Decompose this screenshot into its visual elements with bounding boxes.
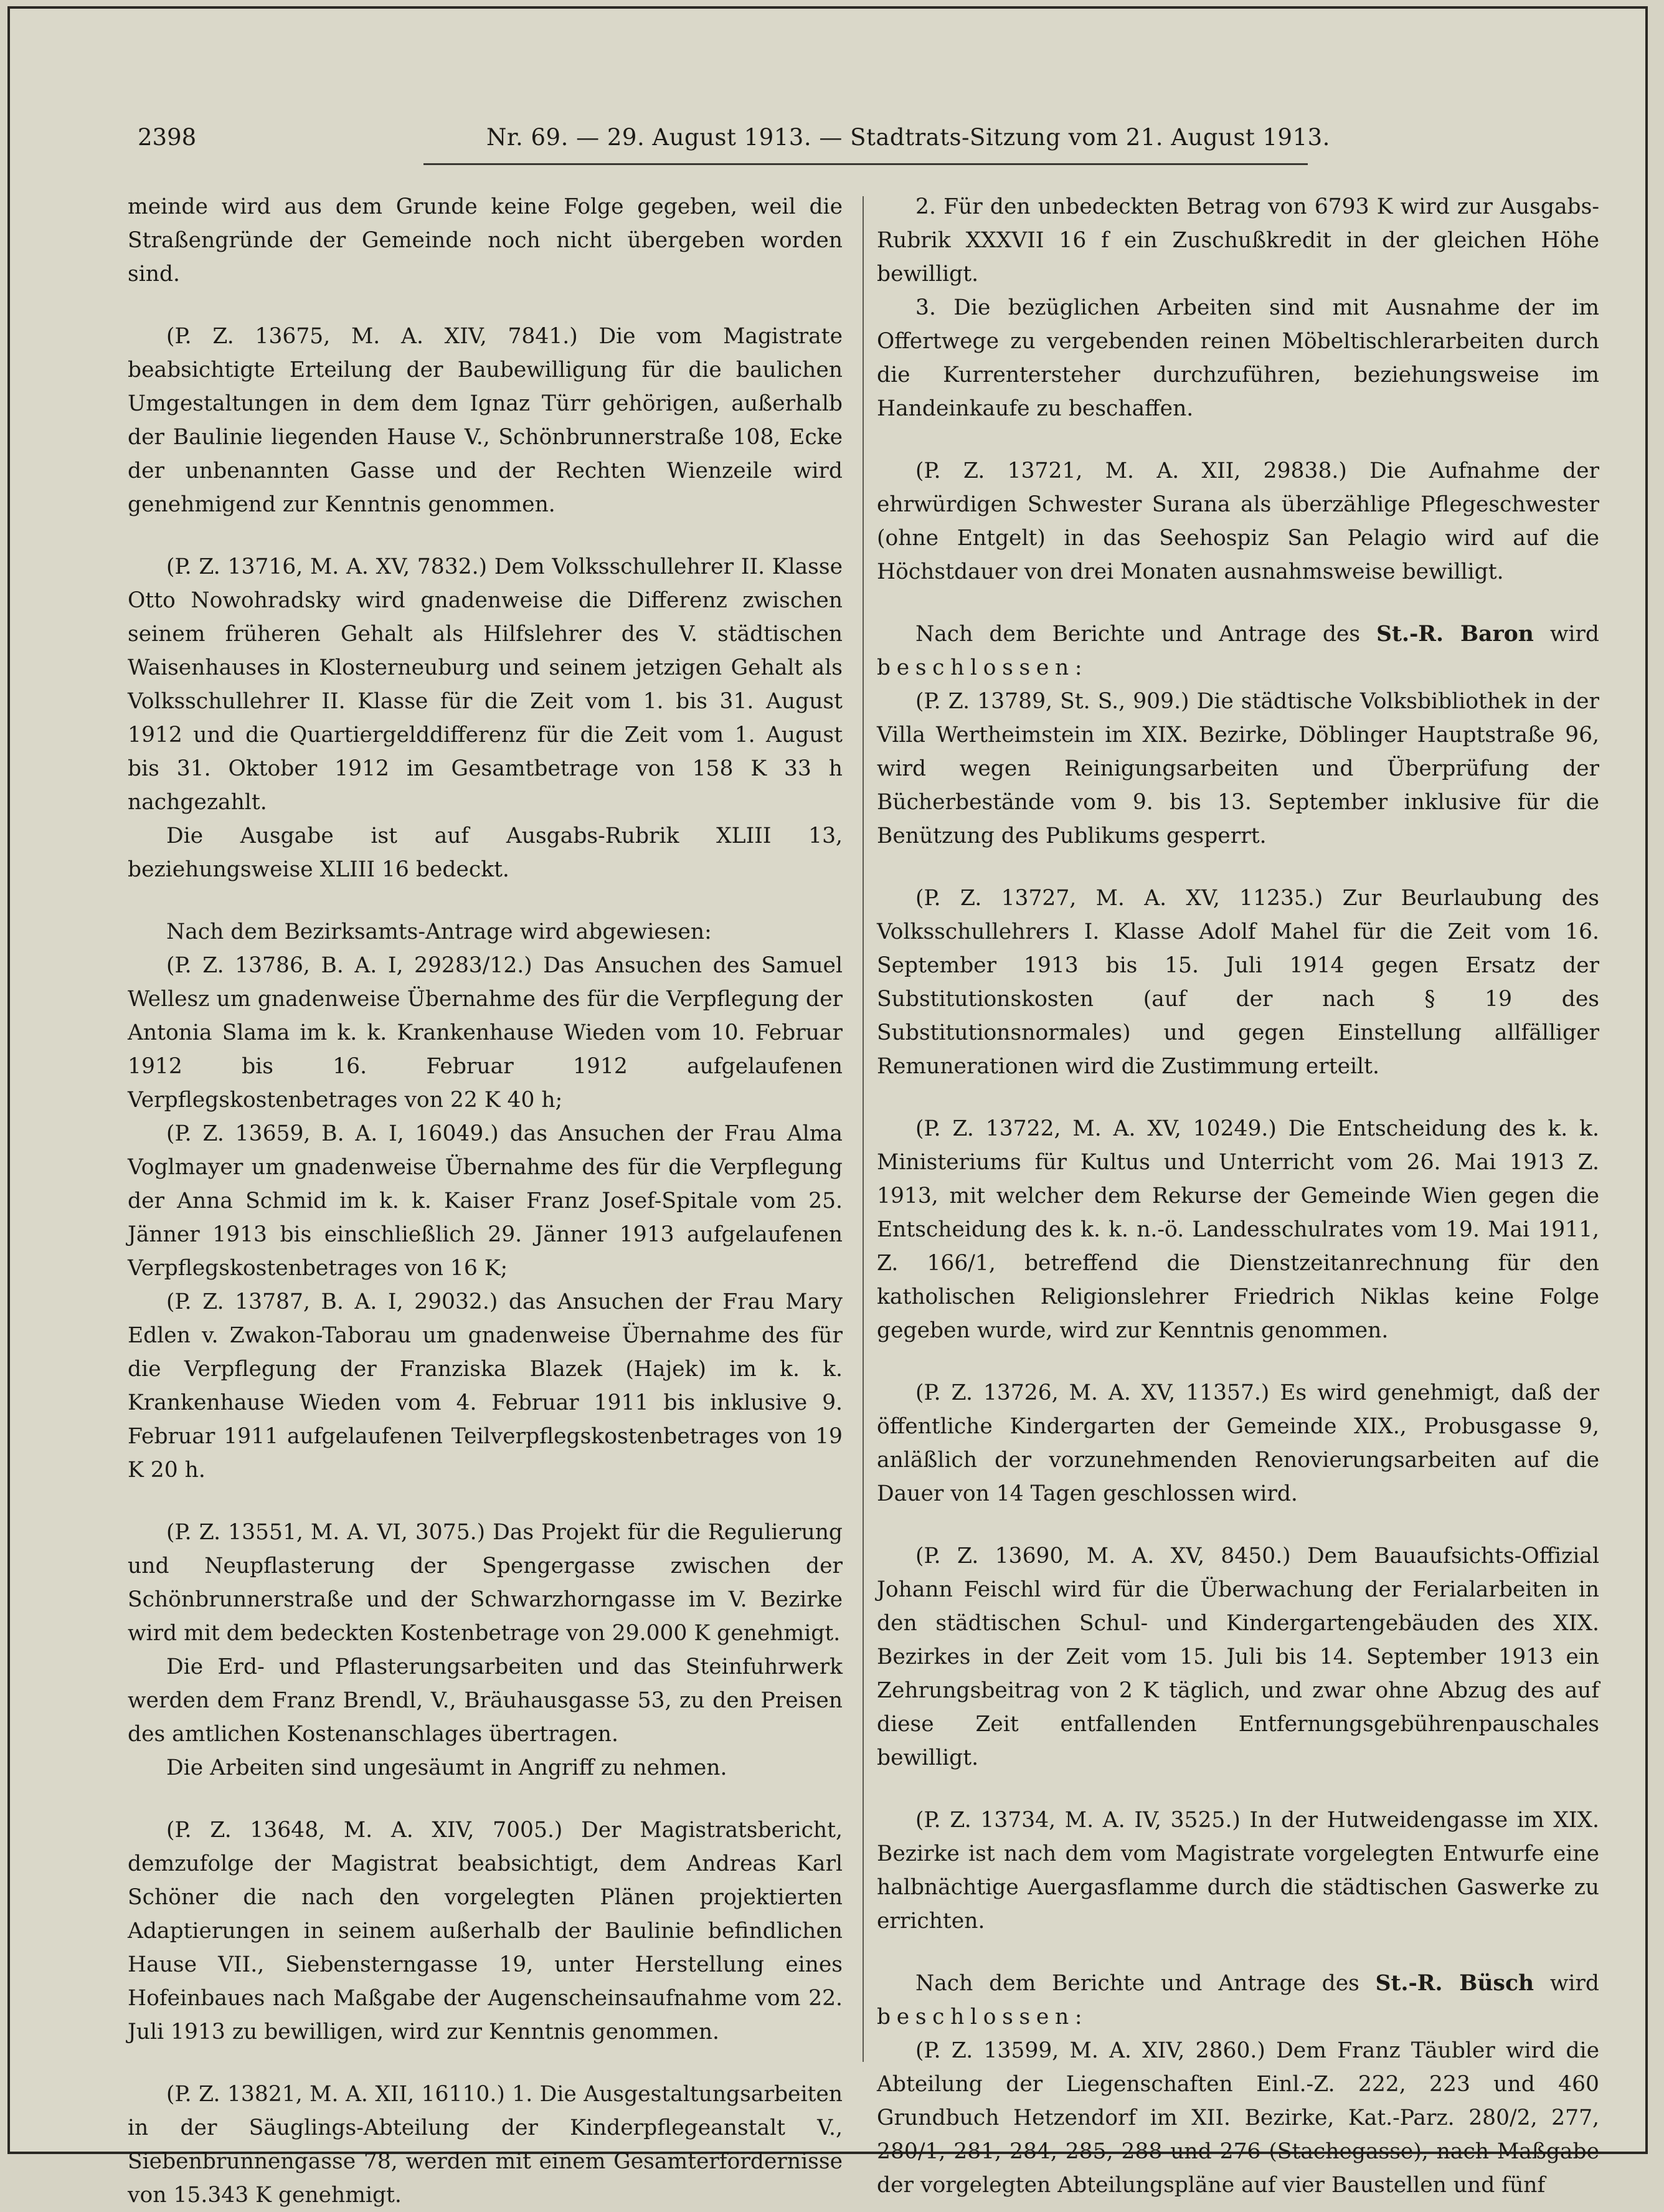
paragraph: (P. Z. 13727, M. A. XV, 11235.) Zur Beurlaubung des Volksschullehrers I. Klasse Adolf Mahel für die Zeit vom 16. September 1913 bis 15. Juli 1914 gegen Ersatz der Substitutionskosten (auf der nach § 19 des Substitutionsnormales) und gegen Einstellung allfälliger Remunerationen wird die Zustimmung erteilt. (877, 886, 1599, 1079)
paragraph: (P. Z. 13726, M. A. XV, 11357.) Es wird genehmigt, daß der öffentliche Kindergarten der Gemeinde XIX., Probusgasse 9, anläßlich der vorzunehmenden Renovierungsarbeiten auf die Dauer von 14 Tagen geschlossen wird. (877, 1380, 1599, 1506)
paragraph: (P. Z. 13721, M. A. XII, 29838.) Die Aufnahme der ehrwürdigen Schwester Surana als überzählige Pflegeschwester (ohne Entgelt) in das Seehospiz San Pelagio wird auf die Höchstdauer von drei Monaten ausnahmsweise bewilligt. (877, 458, 1599, 584)
running-title: Nr. 69. — 29. August 1913. — Stadtrats-Sitzung vom 21. August 1913. (486, 124, 1330, 151)
resolution-heading: Nach dem Berichte und Antrage des St.-R. Büsch wird beschlossen: (877, 1971, 1599, 2029)
councillor-name: St.-R. Baron (1376, 622, 1534, 647)
paragraph: Die Arbeiten sind ungesäumt in Angriff zu nehmen. (166, 1755, 727, 1780)
paragraph: (P. Z. 13789, St. S., 909.) Die städtische Volksbibliothek in der Villa Wertheimstein im XIX. Bezirke, Döblinger Hauptstraße 96, wird wegen Reinigungsarbeiten und Überprüfung der Bücherbestände vom 9. bis 13. September inklusive für die Benützung des Publikums gesperrt. (877, 689, 1599, 848)
paragraph: 3. Die bezüglichen Arbeiten sind mit Ausnahme der im Offertwege zu vergebenden reinen Möbeltischlerarbeiten durch die Kurrentersteher durchzuführen, beziehungsweise im Handeinkaufe zu beschaffen. (877, 295, 1599, 421)
paragraph: (P. Z. 13716, M. A. XV, 7832.) Dem Volksschullehrer II. Klasse Otto Nowohradsky wird gnadenweise die Differenz zwischen seinem früheren Gehalt als Hilfslehrer des V. städtischen Waisenhauses in Klosterneuburg und seinem jetzigen Gehalt als Volksschullehrer II. Klasse für die Zeit vom 1. bis 31. August 1912 und die Quartiergelddifferenz für die Zeit vom 1. August bis 31. Oktober 1912 im Gesamtbetrage von 158 K 33 h nachgezahlt. (128, 554, 843, 815)
paragraph: (P. Z. 13787, B. A. I, 29032.) das Ansuchen der Frau Mary Edlen v. Zwakon-Taborau um gnadenweise Übernahme des für die Verpflegung der Franziska Blazek (Hajek) im k. k. Krankenhause Wieden vom 4. Februar 1911 bis inklusive 9. Februar 1911 aufgelaufenen Teilverpflegskostenbetrages von 19 K 20 h. (128, 1289, 843, 1483)
paragraph: (P. Z. 13551, M. A. VI, 3075.) Das Projekt für die Regulierung und Neupflasterung der Spengergasse zwischen der Schönbrunnerstraße und der Schwarzhorngasse im V. Bezirke wird mit dem bedeckten Kostenbetrage von 29.000 K genehmigt. (128, 1520, 843, 1646)
resolution-heading: Nach dem Berichte und Antrage des St.-R. Baron wird beschlossen: (877, 622, 1599, 680)
paragraph: (P. Z. 13786, B. A. I, 29283/12.) Das Ansuchen des Samuel Wellesz um gnadenweise Übernahme des für die Verpflegung der Antonia Slama im k. k. Krankenhause Wieden vom 10. Februar 1912 bis 16. Februar 1912 aufgelaufenen Verpflegskostenbetrages von 22 K 40 h; (128, 953, 843, 1113)
paragraph: Die Ausgabe ist auf Ausgabs-Rubrik XLIII 13, beziehungsweise XLIII 16 bedeckt. (128, 824, 843, 882)
header-rule (423, 163, 1308, 165)
left-column (128, 190, 843, 2212)
page-number: 2398 (138, 124, 197, 151)
councillor-name: St.-R. Büsch (1375, 1971, 1534, 1996)
right-column (877, 190, 1599, 2202)
paragraph: (P. Z. 13675, M. A. XIV, 7841.) Die vom Magistrate beabsichtigte Erteilung der Baubewilligung für die baulichen Umgestaltungen in dem dem Ignaz Türr gehörigen, außerhalb der Baulinie liegenden Hause V., Schönbrunnerstraße 108, Ecke der unbenannten Gasse und der Rechten Wienzeile wird genehmigend zur Kenntnis genommen. (128, 324, 843, 517)
paragraph: (P. Z. 13690, M. A. XV, 8450.) Dem Bauaufsichts-Offizial Johann Feischl wird für die Überwachung der Ferialarbeiten in den städtischen Schul- und Kindergartengebäuden des XIX. Bezirkes in der Zeit vom 15. Juli bis 14. September 1913 ein Zehrungsbeitrag von 2 K täglich, und zwar ohne Abzug des auf diese Zeit entfallenden Entfernungsgebührenpauschales bewilligt. (877, 1544, 1599, 1770)
paragraph: Nach dem Bezirksamts-Antrage wird abgewiesen: (166, 919, 712, 944)
paragraph: (P. Z. 13599, M. A. XIV, 2860.) Dem Franz Täubler wird die Abteilung der Liegenschaften Einl.-Z. 222, 223 und 460 Grundbuch Hetzendorf im XII. Bezirke, Kat.-Parz. 280/2, 277, 280/1, 281, 284, 285, 288 und 276 (Stachegasse), nach Maßgabe der vorgelegten Abteilungspläne auf vier Baustellen und fünf (877, 2038, 1599, 2198)
paragraph: Die Erd- und Pflasterungsarbeiten und das Steinfuhrwerk werden dem Franz Brendl, V., Bräuhausgasse 53, zu den Preisen des amtlichen Kostenanschlages übertragen. (128, 1654, 843, 1747)
paragraph: (P. Z. 13821, M. A. XII, 16110.) 1. Die Ausgestaltungsarbeiten in der Säuglings-Abteilung der Kinderpflegeanstalt V., Siebenbrunnengasse 78, werden mit einem Gesamterfordernisse von 15.343 K genehmigt. (128, 2082, 843, 2208)
column-divider (863, 196, 864, 2062)
paragraph: (P. Z. 13659, B. A. I, 16049.) das Ansuchen der Frau Alma Voglmayer um gnadenweise Übernahme des für die Verpflegung der Anna Schmid im k. k. Kaiser Franz Josef-Spitale vom 25. Jänner 1913 bis einschließlich 29. Jänner 1913 aufgelaufenen Verpflegskostenbetrages von 16 K; (128, 1121, 843, 1281)
paragraph: (P. Z. 13722, M. A. XV, 10249.) Die Entscheidung des k. k. Ministeriums für Kultus und Unterricht vom 26. Mai 1913 Z. 1913, mit welcher dem Rekurse der Gemeinde Wien gegen die Entscheidung des k. k. n.-ö. Landesschulrates vom 19. Mai 1911, Z. 166/1, betreffend die Dienstzeitanrechnung für den katholischen Religionslehrer Friedrich Niklas keine Folge gegeben wurde, wird zur Kenntnis genommen. (877, 1116, 1599, 1343)
paragraph: (P. Z. 13734, M. A. IV, 3525.) In der Hutweidengasse im XIX. Bezirke ist nach dem vom Magistrate vorgelegten Entwurfe eine halbnächtige Auergasflamme durch die städtischen Gaswerke zu errichten. (877, 1808, 1599, 1934)
paragraph: 2. Für den unbedeckten Betrag von 6793 K wird zur Ausgabs-Rubrik XXXVII 16 f ein Zuschußkredit in der gleichen Höhe bewilligt. (877, 194, 1599, 287)
paragraph: meinde wird aus dem Grunde keine Folge gegeben, weil die Straßengründe der Gemeinde noch nicht übergeben worden sind. (128, 194, 843, 287)
paragraph: (P. Z. 13648, M. A. XIV, 7005.) Der Magistratsbericht, demzufolge der Magistrat beabsichtigt, dem Andreas Karl Schöner die nach den vorgelegten Plänen projektierten Adaptierungen in seinem außerhalb der Baulinie befindlichen Hause VII., Siebensterngasse 19, unter Herstellung eines Hofeinbaues nach Maßgabe der Augenscheinsaufnahme vom 22. Juli 1913 zu bewilligen, wird zur Kenntnis genommen. (128, 1818, 843, 2044)
